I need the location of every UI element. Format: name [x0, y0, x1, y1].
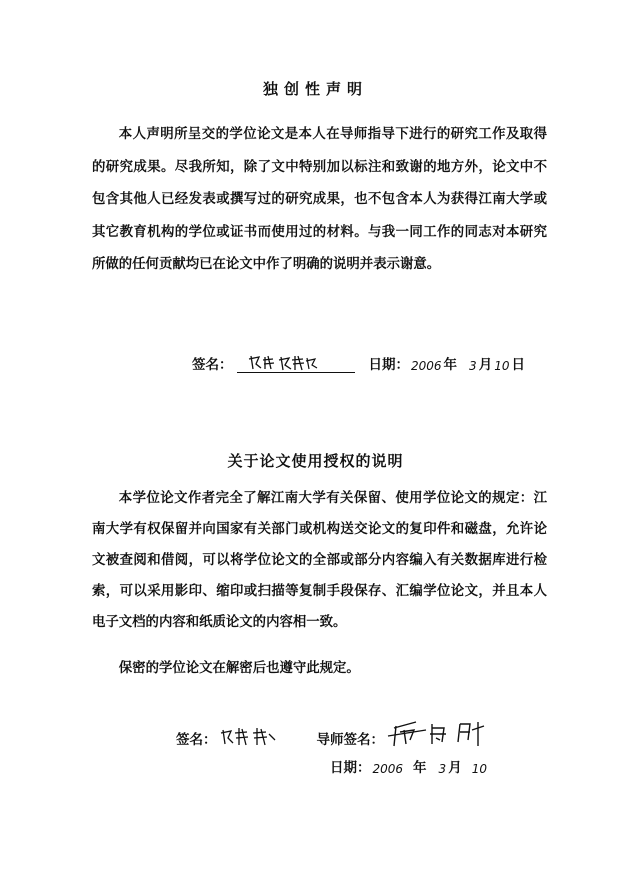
authorization-date-year: 2006 [372, 762, 404, 776]
authorization-date-year-unit: 年 [413, 760, 427, 776]
authorization-date-month: 3 [438, 762, 447, 776]
advisor-signature-label: 导师签名： [316, 732, 384, 748]
authorization-date-label: 日期： [330, 760, 371, 776]
declaration-date-year: 2006 [411, 359, 442, 373]
declaration-date-month-unit: 月 [478, 357, 493, 373]
declaration-date-year-unit: 年 [443, 357, 458, 373]
confidential-note: 保密的学位论文在解密后也遵守此规定。 [118, 660, 360, 676]
declaration-signature-row [192, 352, 525, 373]
authorization-date-row [330, 756, 489, 776]
declaration-title: 独创性声明 [262, 80, 368, 98]
authorization-body: 本学位论文作者完全了解江南大学有关保留、使用学位论文的规定：江南大学有权保留并向国家有关部门或机构送交论文的复印件和磁盘，允许论文被查阅和借阅，可以将学位论文的全部或部分内容编入有关数据库进行检索，可以采用影印、缩印或扫描等复制手段保存、汇编学位论文，并且本人电子文档的内容和纸质论文的内容相一致。 [92, 490, 547, 630]
declaration-date-day-unit: 日 [511, 357, 525, 373]
declaration-date-label: 日期： [368, 357, 409, 373]
declaration-date-day: 10 [494, 359, 510, 373]
authorization-signature-label: 签名： [176, 732, 217, 748]
authorization-date-day: 10 [471, 762, 487, 776]
authorization-signature-row [176, 718, 496, 748]
declaration-signature-label: 签名： [192, 357, 233, 373]
authorization-title: 关于论文使用授权的说明 [227, 452, 404, 470]
declaration-body: 本人声明所呈交的学位论文是本人在导师指导下进行的研究工作及取得的研究成果。尽我所知，除了文中特别加以标注和致谢的地方外，论文中不包含其他人已经发表或撰写过的研究成果，也不包含本人为获得江南大学或其它教育机构的学位或证书而使用过的材料。与我一同工作的同志对本研究所做的任何贡献均已在论文中作了明确的说明并表示谢意。 [92, 126, 547, 272]
advisor-handwritten-signature [386, 718, 496, 748]
authorization-handwritten-signature [219, 724, 303, 748]
authorization-date-month-unit: 月 [448, 760, 462, 776]
declaration-date-month: 3 [469, 359, 477, 373]
declaration-handwritten-signature [237, 352, 355, 373]
